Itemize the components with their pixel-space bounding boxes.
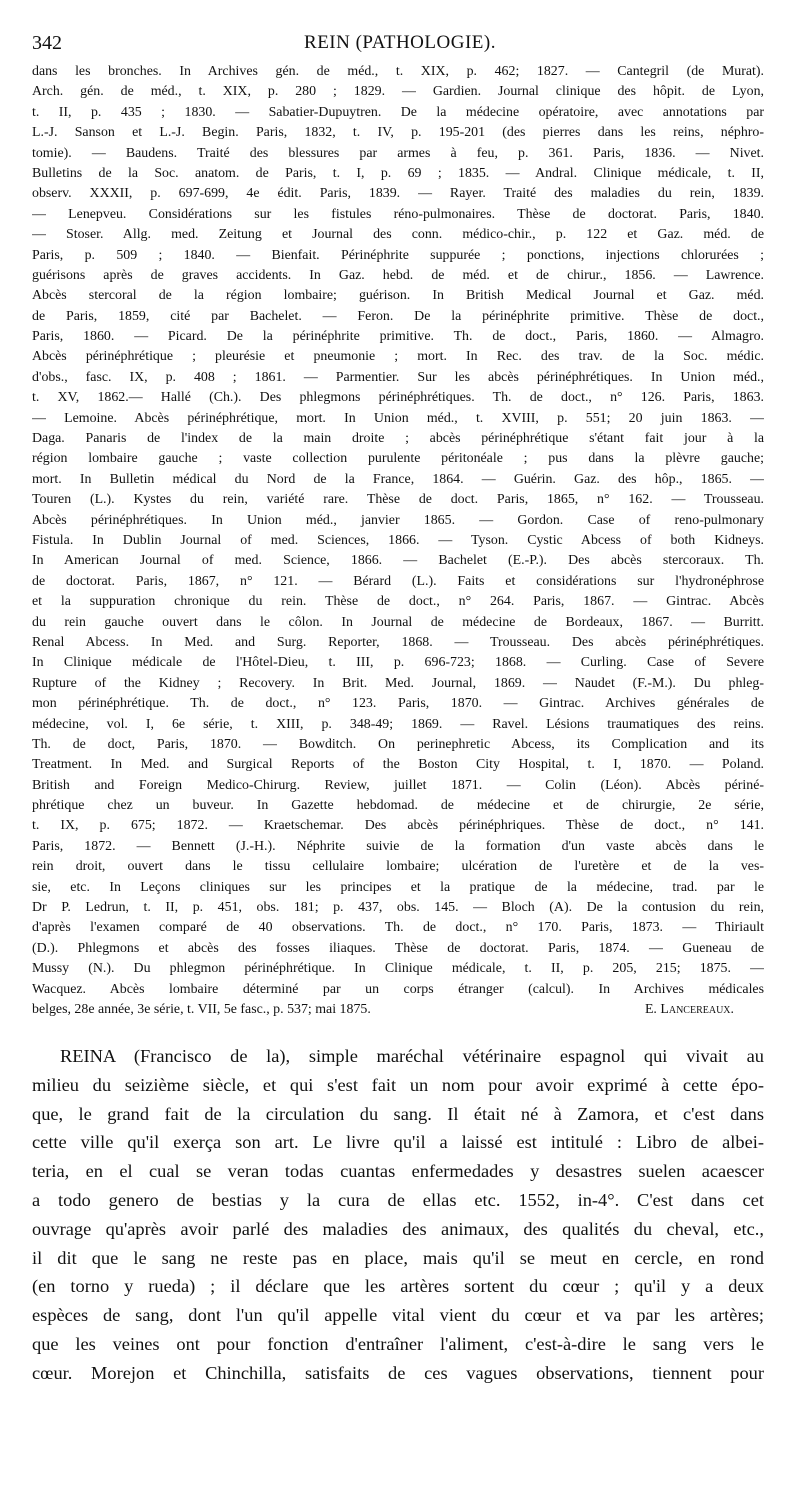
bibliography-line: [32, 490, 764, 510]
bibliography-line: [32, 266, 764, 286]
bibliography-line-text: t. IX, p. 675; 1872. — Kraetschemar. Des abcès périnéphriques. Thèse de doct., n° 141.: [32, 818, 764, 834]
bibliography-line-text: dans les bronches. In Archives gén. de méd., t. XIX, p. 462; 1827. — Cantegril (de Murat).: [32, 64, 764, 79]
bibliography-line: [32, 796, 764, 816]
bibliography-line-text: Abcès périnéphrétique ; pleurésie et pneumonie ; mort. In Rec. des trav. de la Soc. médic.: [32, 349, 764, 365]
entry-line: REINA (Francisco de la), simple maréchal vétérinaire espagnol qui vivait au: [60, 1046, 764, 1066]
bibliography-line: [32, 511, 764, 531]
bibliography-line: [32, 633, 764, 653]
bibliography-line: [32, 857, 764, 877]
bibliography-line-text: Paris, 1872. — Bennett (J.-H.). Néphrite suivie de la formation d'un vaste abcès dans le: [32, 838, 764, 854]
bibliography-line: [32, 184, 764, 204]
bibliography-line: [32, 837, 764, 857]
bibliography-line-text: t. II, p. 435 ; 1830. — Sabatier-Dupuytren. De la médecine opératoire, avec annotations par: [32, 104, 764, 120]
entry-line: que les veines ont pour fonction d'entraîner l'aliment, c'est-à-dire le sang vers le: [32, 1333, 764, 1354]
bibliography-line: [32, 470, 764, 490]
bibliography-line: [32, 816, 764, 836]
bibliography-line: [32, 551, 764, 571]
bibliography-line: [32, 898, 764, 918]
bibliography-line: [32, 327, 764, 347]
bibliography-line: [32, 409, 764, 429]
bibliography-line-text: (D.). Phlegmons et abcès des fosses iliaques. Thèse de doctorat. Paris, 1874. — Gueneau de: [32, 940, 764, 956]
entry-line: a todo genero de bestias y la cura de ellas etc. 1552, in-4°. C'est dans cet: [32, 1189, 764, 1210]
bibliography-line-text: tomie). — Baudens. Traité des blessures par armes à feu, p. 361. Paris, 1836. — Nivet.: [32, 145, 764, 161]
entry-line: teria, en el cual se veran todas cuantas enfermedades y desastres suelen acaescer: [32, 1161, 764, 1182]
bibliography-line-text: In American Journal of med. Science, 1866. — Bachelet (E.-P.). Des abcès stercoraux. Th.: [32, 553, 764, 569]
bibliography-line: [32, 980, 764, 1000]
bibliography-line-text: t. XV, 1862.— Hallé (Ch.). Des phlegmons périnéphrétiques. Th. de doct., n° 126. Paris, 1863.: [32, 390, 764, 406]
entry-line: milieu du seizième siècle, et qui s'est fait un nom pour avoir exprimé à cette épo-: [32, 1074, 764, 1095]
entry-line: que, le grand fait de la circulation du sang. Il était né à Zamora, et c'est dans: [32, 1103, 764, 1124]
bibliography-line: [32, 164, 764, 184]
bibliography-line-text: Dr P. Ledrun, t. II, p. 451, obs. 181; p. 437, obs. 145. — Bloch (A). De la contusion du rein,: [32, 900, 764, 916]
bibliography-line: [32, 62, 764, 82]
bibliography-line: [32, 82, 764, 102]
bibliography-line-text: Arch. gén. de méd., t. XIX, p. 280 ; 1829. — Gardien. Journal clinique des hôpit. de Lyon,: [32, 84, 764, 100]
bibliography-line-text: d'obs., fasc. IX, p. 408 ; 1861. — Parmentier. Sur les abcès périnéphrétiques. In Union méd.,: [32, 369, 764, 385]
bibliography-line-text: Treatment. In Med. and Surgical Reports of the Boston City Hospital, t. I, 1870. — Poland.: [32, 757, 764, 773]
bibliography-line: [32, 715, 764, 735]
bibliography-line-text: guérisons après de graves accidents. In Gaz. hebd. de méd. et de chirur., 1856. — Lawrence.: [32, 267, 764, 283]
bibliography-line-text: Abcès périnéphrétiques. In Union méd., janvier 1865. — Gordon. Case of reno-pulmonary: [32, 512, 764, 528]
bibliography-line: [32, 592, 764, 612]
bibliography-line: [32, 286, 764, 306]
bibliography-line: [32, 307, 764, 327]
page-header: [32, 30, 768, 56]
bibliography-line-text: Paris, 1860. — Picard. De la périnéphrite primitive. Th. de doct., Paris, 1860. — Almagro.: [32, 329, 764, 345]
bibliography-line-text: belges, 28e année, 3e série, t. VII, 5e fasc., p. 537; mai 1875.: [32, 1001, 371, 1017]
bibliography-line: [32, 1000, 764, 1020]
bibliography-line: [32, 531, 764, 551]
bibliography-line: [32, 878, 764, 898]
bibliography-line-text: phrétique chez un buveur. In Gazette hebdomad. de médecine et de chirurgie, 2e série,: [32, 798, 764, 814]
reina-entry: [32, 1042, 764, 1388]
bibliography-line: [32, 674, 764, 694]
bibliography-line-text: sie, etc. In Leçons cliniques sur les principes et la pratique de la médecine, trad. par le: [32, 879, 764, 895]
bibliography-line-text: du rein gauche ouvert dans le côlon. In Journal de médecine de Bordeaux, 1867. — Burritt.: [32, 614, 764, 630]
bibliography-line: [32, 347, 764, 367]
bibliography-line-text: Mussy (N.). Du phlegmon périnéphrétique. In Clinique médicale, t. II, p. 205, 215; 1875. —: [32, 961, 764, 977]
bibliography-line-text: Daga. Panaris de l'index de la main droite ; abcès périnéphrétique s'étant fait jour à la: [32, 431, 764, 447]
bibliography-line-text: — Lenepveu. Considérations sur les fistules réno-pulmonaires. Thèse de doctorat. Paris, 1840.: [32, 206, 764, 222]
bibliography-line: [32, 449, 764, 469]
bibliography-line: [32, 653, 764, 673]
bibliography-line-text: — Lemoine. Abcès périnéphrétique, mort. In Union méd., t. XVIII, p. 551; 20 juin 1863. —: [32, 410, 764, 426]
page-number: 342: [32, 32, 62, 54]
bibliography-line-text: Th. de doct, Paris, 1870. — Bowditch. On perinephretic Abcess, its Complication and its: [32, 736, 764, 752]
bibliography-line-text: Abcès stercoral de la région lombaire; guérison. In British Medical Journal et Gaz. méd.: [32, 288, 764, 304]
bibliography-line-text: Rupture of the Kidney ; Recovery. In Brit. Med. Journal, 1869. — Naudet (F.-M.). Du phleg-: [32, 675, 764, 691]
bibliography-line-text: Fistula. In Dublin Journal of med. Sciences, 1866. — Tyson. Cystic Abcess of both Kidneys.: [32, 532, 764, 548]
bibliography-line-text: L.-J. Sanson et L.-J. Begin. Paris, 1832, t. IV, p. 195-201 (des pierres dans les reins, néphro-: [32, 125, 764, 141]
entry-line: il dit que le sang ne reste pas en place, mais qu'il se meut en cercle, en rond: [32, 1247, 764, 1268]
bibliography-line-text: région lombaire gauche ; vaste collection purulente péritonéale ; pus dans la plèvre gauche;: [32, 451, 764, 467]
bibliography-line: [32, 388, 764, 408]
bibliography-line-text: observ. XXXII, p. 697-699, 4e édit. Paris, 1839. — Rayer. Traité des maladies du rein, 1839.: [32, 186, 764, 202]
bibliography-line: [32, 918, 764, 938]
bibliography-line: [32, 939, 764, 959]
bibliography-line: [32, 246, 764, 266]
bibliography-line-text: In Clinique médicale de l'Hôtel-Dieu, t. III, p. 696-723; 1868. — Curling. Case of Severe: [32, 655, 764, 671]
bibliography-line-text: et la suppuration chronique du rein. Thèse de doct., n° 264. Paris, 1867. — Gintrac. Abcès: [32, 594, 764, 610]
bibliography-line: [32, 572, 764, 592]
bibliography-line: [32, 959, 764, 979]
entry-line: espèces de sang, dont l'un qu'il appelle vital vient du cœur et va par les artères;: [32, 1305, 764, 1326]
bibliography-line-text: Renal Abcess. In Med. and Surg. Reporter, 1868. — Trousseau. Des abcès périnéphrétiques.: [32, 634, 764, 650]
running-head: REIN (PATHOLOGIE).: [304, 32, 496, 53]
bibliography-line: [32, 776, 764, 796]
bibliography-line: [32, 205, 764, 225]
bibliography-line: [32, 103, 764, 123]
bibliography-line-text: Paris, p. 509 ; 1840. — Bienfait. Périnéphrite suppurée ; ponctions, injections chlorurées ;: [32, 247, 764, 263]
bibliography-line-text: de Paris, 1859, cité par Bachelet. — Feron. De la périnéphrite primitive. Thèse de doct.,: [32, 308, 764, 324]
bibliography-line-text: médecine, vol. I, 6e série, t. XIII, p. 348-49; 1869. — Ravel. Lésions traumatiques des reins.: [32, 716, 764, 732]
bibliography-line-text: Wacquez. Abcès lombaire déterminé par un corps étranger (calcul). In Archives médicales: [32, 981, 764, 997]
bibliography-line-text: de doctorat. Paris, 1867, n° 121. — Bérard (L.). Faits et considérations sur l'hydronéphrose: [32, 573, 764, 589]
bibliography-line: [32, 144, 764, 164]
bibliography-line-text: mort. In Bulletin médical du Nord de la France, 1864. — Guérin. Gaz. des hôp., 1865. —: [32, 471, 764, 487]
bibliography-line-text: d'après l'examen comparé de 40 observations. Th. de doct., n° 170. Paris, 1873. — Thiriault: [32, 920, 764, 936]
entry-line: cœur. Morejon et Chinchilla, satisfaits de ces vagues observations, tiennent pour: [32, 1362, 764, 1383]
entry-line: (en torno y rueda) ; il déclare que les artères sortent du cœur ; qu'il y a deux: [32, 1276, 764, 1297]
bibliography-line-text: Touren (L.). Kystes du rein, variété rare. Thèse de doct. Paris, 1865, n° 162. — Trousseau.: [32, 492, 764, 508]
bibliography-line: [32, 225, 764, 245]
entry-line: ouvrage qu'après avoir parlé des maladies des animaux, des qualités du cheval, etc.,: [32, 1218, 764, 1239]
bibliography-line-text: British and Foreign Medico-Chirurg. Review, juillet 1871. — Colin (Léon). Abcès périné-: [32, 777, 764, 793]
bibliography-line-text: — Stoser. Allg. med. Zeitung et Journal des conn. médico-chir., p. 122 et Gaz. méd. de: [32, 227, 764, 243]
bibliography-line: [32, 735, 764, 755]
bibliography-line-text: rein droit, ouvert dans le tissu cellulaire lombaire; ulcération de l'uretère et de la ves-: [32, 859, 764, 875]
entry-line: cette ville qu'il exerça son art. Le livre qu'il a laissé est intitulé : Libro de albei-: [32, 1132, 764, 1153]
bibliography-line-text: Bulletins de la Soc. anatom. de Paris, t. I, p. 69 ; 1835. — Andral. Clinique médicale, t. II,: [32, 165, 764, 181]
bibliography-line: [32, 613, 764, 633]
bibliography-line: [32, 429, 764, 449]
bibliography-block: [32, 62, 764, 1020]
bibliography-line: [32, 123, 764, 143]
bibliography-line: [32, 368, 764, 388]
author-signature: E. Lancereaux.: [644, 1001, 734, 1017]
bibliography-line: [32, 755, 764, 775]
bibliography-line: [32, 694, 764, 714]
bibliography-line-text: mon périnéphrétique. Th. de doct., n° 123. Paris, 1870. — Gintrac. Archives générales de: [32, 696, 764, 712]
